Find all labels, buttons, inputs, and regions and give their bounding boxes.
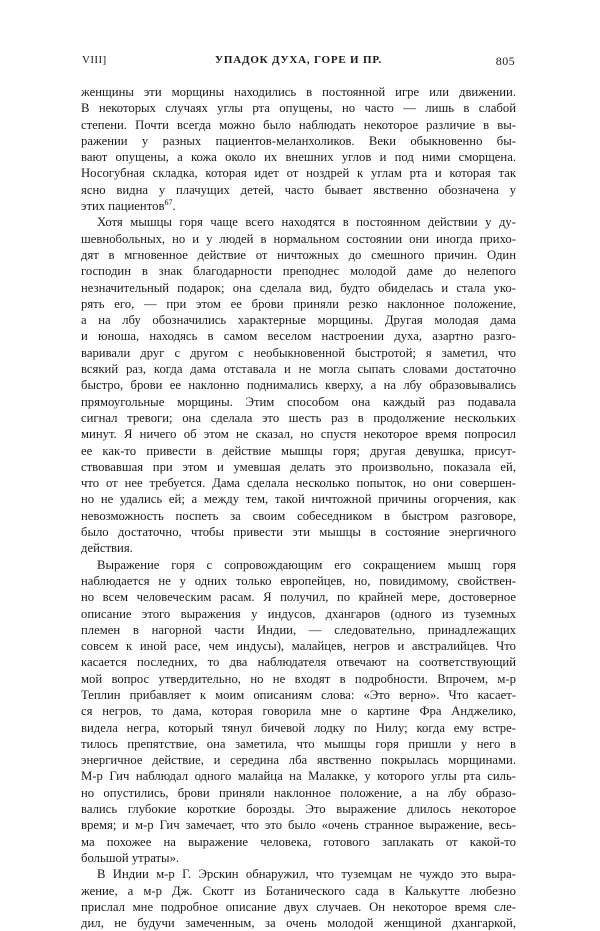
text-line xyxy=(81,589,516,605)
text-line-content: совсем к иной расе, чем индусы), малайцев, негров и австралийцев. Что xyxy=(81,639,516,654)
text-line xyxy=(81,475,516,491)
text-line-content: было достаточно, чтобы привести эти мышцы в состояние энергичного xyxy=(81,525,516,540)
text-line-content: касается последних, то два наблюдателя отвечают на соответствующий xyxy=(81,655,516,670)
text-line xyxy=(81,263,516,279)
text-line xyxy=(81,182,516,198)
text-line xyxy=(81,312,516,328)
text-line-content: вают опущены, а кожа около их внешних углов и под ними сморщена. xyxy=(81,150,516,165)
text-line-content: и юноша, находясь в самом веселом настроении духа, азартно разго- xyxy=(81,329,516,344)
text-line-content: этих пациентов xyxy=(81,199,165,214)
text-line-content: мой вопрос утвердительно, но не входят в подробности. Впрочем, м-р xyxy=(81,671,516,686)
text-line-content: сигнал тревоги; она сделала это шесть раз в продолжение нескольких xyxy=(81,410,516,425)
text-line-content: ражении у разных пациентов-меланхоликов. Веки обыкновенно бы- xyxy=(81,133,516,148)
text-line xyxy=(81,703,516,719)
text-line-content: степени. Почти всегда можно было наблюдать некоторое различие в вы- xyxy=(81,117,516,132)
text-line-content: дят в мгновенное действие от ничтожных до смешного причин. Один xyxy=(81,247,516,262)
text-line xyxy=(81,459,516,475)
footnote-marker: 67 xyxy=(164,198,173,207)
text-line xyxy=(81,883,516,899)
text-line-content: минут. Я ничего об этом не сказал, но спустя некоторое время попросил xyxy=(81,427,516,442)
text-line xyxy=(81,768,516,784)
text-line xyxy=(81,328,516,344)
text-line xyxy=(81,720,516,736)
text-line xyxy=(81,687,516,703)
text-line xyxy=(81,361,516,377)
text-line-content: время; и м-р Гич замечает, что это было «очень странное выражение, весь- xyxy=(81,818,516,833)
chapter-number: VIII] xyxy=(82,54,107,66)
text-line-content: прислал мне подробное описание двух случаев. Он некоторое время сле- xyxy=(81,899,516,914)
text-line xyxy=(81,785,516,801)
text-line xyxy=(81,443,516,459)
text-line-content: М-р Гич наблюдал одного малайца на Малакке, у которого углы рта силь- xyxy=(81,769,516,784)
text-line xyxy=(81,296,516,312)
text-line-content: видела негра, который тянул бичевой лодку по Нилу; когда ему встре- xyxy=(81,720,516,735)
text-line-content: ма похожее на выражение человека, готового заплакать от какой-то xyxy=(81,834,516,849)
text-line xyxy=(81,817,516,833)
text-line xyxy=(81,557,516,573)
text-line-content: большой утраты». xyxy=(81,850,180,865)
text-line xyxy=(81,426,516,442)
text-line-content: В Индии м-р Г. Эрскин обнаружил, что туземцам не чуждо это выра- xyxy=(97,867,516,882)
text-line-content: невозможность поспеть за своим собеседником в быстром разговоре, xyxy=(81,508,516,523)
text-line xyxy=(81,834,516,850)
text-line xyxy=(81,736,516,752)
text-line xyxy=(81,100,516,116)
text-line-content: Выражение горя с сопровождающим его сокращением мышц горя xyxy=(97,557,516,572)
text-line-content: ствовавшая при этом и умевшая делать это произвольно, показала ей, xyxy=(81,459,516,474)
text-line-content: а на лбу обозначились характерные морщины. Другая молодая дама xyxy=(81,313,516,328)
text-line-content: жение, а м-р Дж. Скотт из Ботанического сада в Калькутте любезно xyxy=(81,883,516,898)
text-line xyxy=(81,638,516,654)
text-line xyxy=(81,84,516,100)
text-line-content: варивали друг с другом с необыкновенной быстротой; я заметил, что xyxy=(81,345,516,360)
text-line xyxy=(81,214,516,230)
text-line xyxy=(81,280,516,296)
text-line-content: ся негров, то дама, которая говорила мне о картине Фра Анджелико, xyxy=(81,704,516,719)
text-line xyxy=(81,866,516,882)
text-line-content: тилось препятствие, она заметила, что мышцы горя пришли у него в xyxy=(81,736,516,751)
text-line-content: рять его, — при этом ее брови приняли резко наклонное положение, xyxy=(81,296,516,311)
text-line xyxy=(81,247,516,263)
text-line-content: быстро, брови ее наклонно поднимались кверху, а на лбу образовывались xyxy=(81,378,516,393)
text-line xyxy=(81,345,516,361)
text-line-content: незначительный подарок; она сделала вид, будто обиделась и стала уко- xyxy=(81,280,516,295)
text-line-content: описание этого выражения у индусов, дхангаров (одного из туземных xyxy=(81,606,516,621)
text-line xyxy=(81,752,516,768)
text-line-content: всякий раз, когда дама отставала и не могла сыпать словами достаточно xyxy=(81,362,516,377)
text-line-content: что от нее требуется. Дама сделала несколько попыток, но они совершен- xyxy=(81,476,516,491)
text-line-content: племен в нагорной части Индии, — следовательно, принадлежащих xyxy=(81,622,516,637)
text-line xyxy=(81,117,516,133)
text-line xyxy=(81,165,516,181)
text-line-content: В некоторых случаях углы рта опущены, но часто — лишь в слабой xyxy=(81,101,516,116)
text-line xyxy=(81,573,516,589)
text-line-content: но всем человеческим расам. Я получил, по крайней мере, достоверное xyxy=(81,590,516,605)
text-line-content: ее как-то привести в действие мышцы горя; другая девушка, присут- xyxy=(81,443,516,458)
text-line-content: ясно видна у плачущих детей, часто бывает явственно обозначена у xyxy=(81,182,516,197)
text-line-content: действия. xyxy=(81,541,133,556)
text-line-content: Носогубная складка, которая идет от ноздрей к углам рта и которая так xyxy=(81,166,516,181)
text-line xyxy=(81,622,516,638)
text-line xyxy=(81,491,516,507)
page-number: 805 xyxy=(495,54,515,68)
text-line xyxy=(81,198,516,214)
text-line xyxy=(81,540,516,556)
text-line-content: вались глубокие короткие борозды. Это выражение длилось некоторое xyxy=(81,802,516,817)
text-line xyxy=(81,133,516,149)
text-line xyxy=(81,915,516,931)
text-line-content: Хотя мышцы горя чаще всего находятся в постоянном действии у ду- xyxy=(97,215,516,230)
text-line xyxy=(81,654,516,670)
text-line-tail: . xyxy=(172,199,176,214)
text-line-content: прямоугольные морщины. Этим способом она каждый раз подавала xyxy=(81,394,516,409)
running-header xyxy=(82,54,515,70)
text-line xyxy=(81,671,516,687)
text-line-content: но не удались ей; а между тем, такой ничтожной причины огорчения, как xyxy=(81,492,516,507)
text-line xyxy=(81,524,516,540)
text-line xyxy=(81,508,516,524)
text-line xyxy=(81,410,516,426)
text-line-content: но опустились, брови приняли наклонное положение, а на лбу образо- xyxy=(81,785,516,800)
text-line-content: дил, не будучи замеченным, за очень молодой женщиной дхангаркой, xyxy=(81,916,516,931)
text-line-content: господин в знак благодарности преподнес молодой даме до нелепого xyxy=(81,264,516,279)
text-line-content: шевнобольных, но и у людей в нормальном состоянии они иногда прихо- xyxy=(81,231,516,246)
text-line xyxy=(81,899,516,915)
text-line xyxy=(81,850,516,866)
text-line xyxy=(81,606,516,622)
chapter-title: УПАДОК ДУХА, ГОРЕ И ПР. xyxy=(214,54,383,66)
text-line xyxy=(81,377,516,393)
text-line-content: энергичное действие, и середина лба явственно покрылась морщинами. xyxy=(81,753,516,768)
body-text xyxy=(81,84,516,931)
text-line-content: Теплин прибавляет к моим описаниям слова: «Это верно». Что касает- xyxy=(81,687,516,702)
text-line xyxy=(81,149,516,165)
text-line-content: наблюдается не у одних только европейцев, но, повидимому, свойствен- xyxy=(81,573,516,588)
text-line-content: женщины эти морщины находились в постоянной игре или движении. xyxy=(81,85,516,99)
text-line xyxy=(81,231,516,247)
text-line xyxy=(81,394,516,410)
text-line xyxy=(81,801,516,817)
